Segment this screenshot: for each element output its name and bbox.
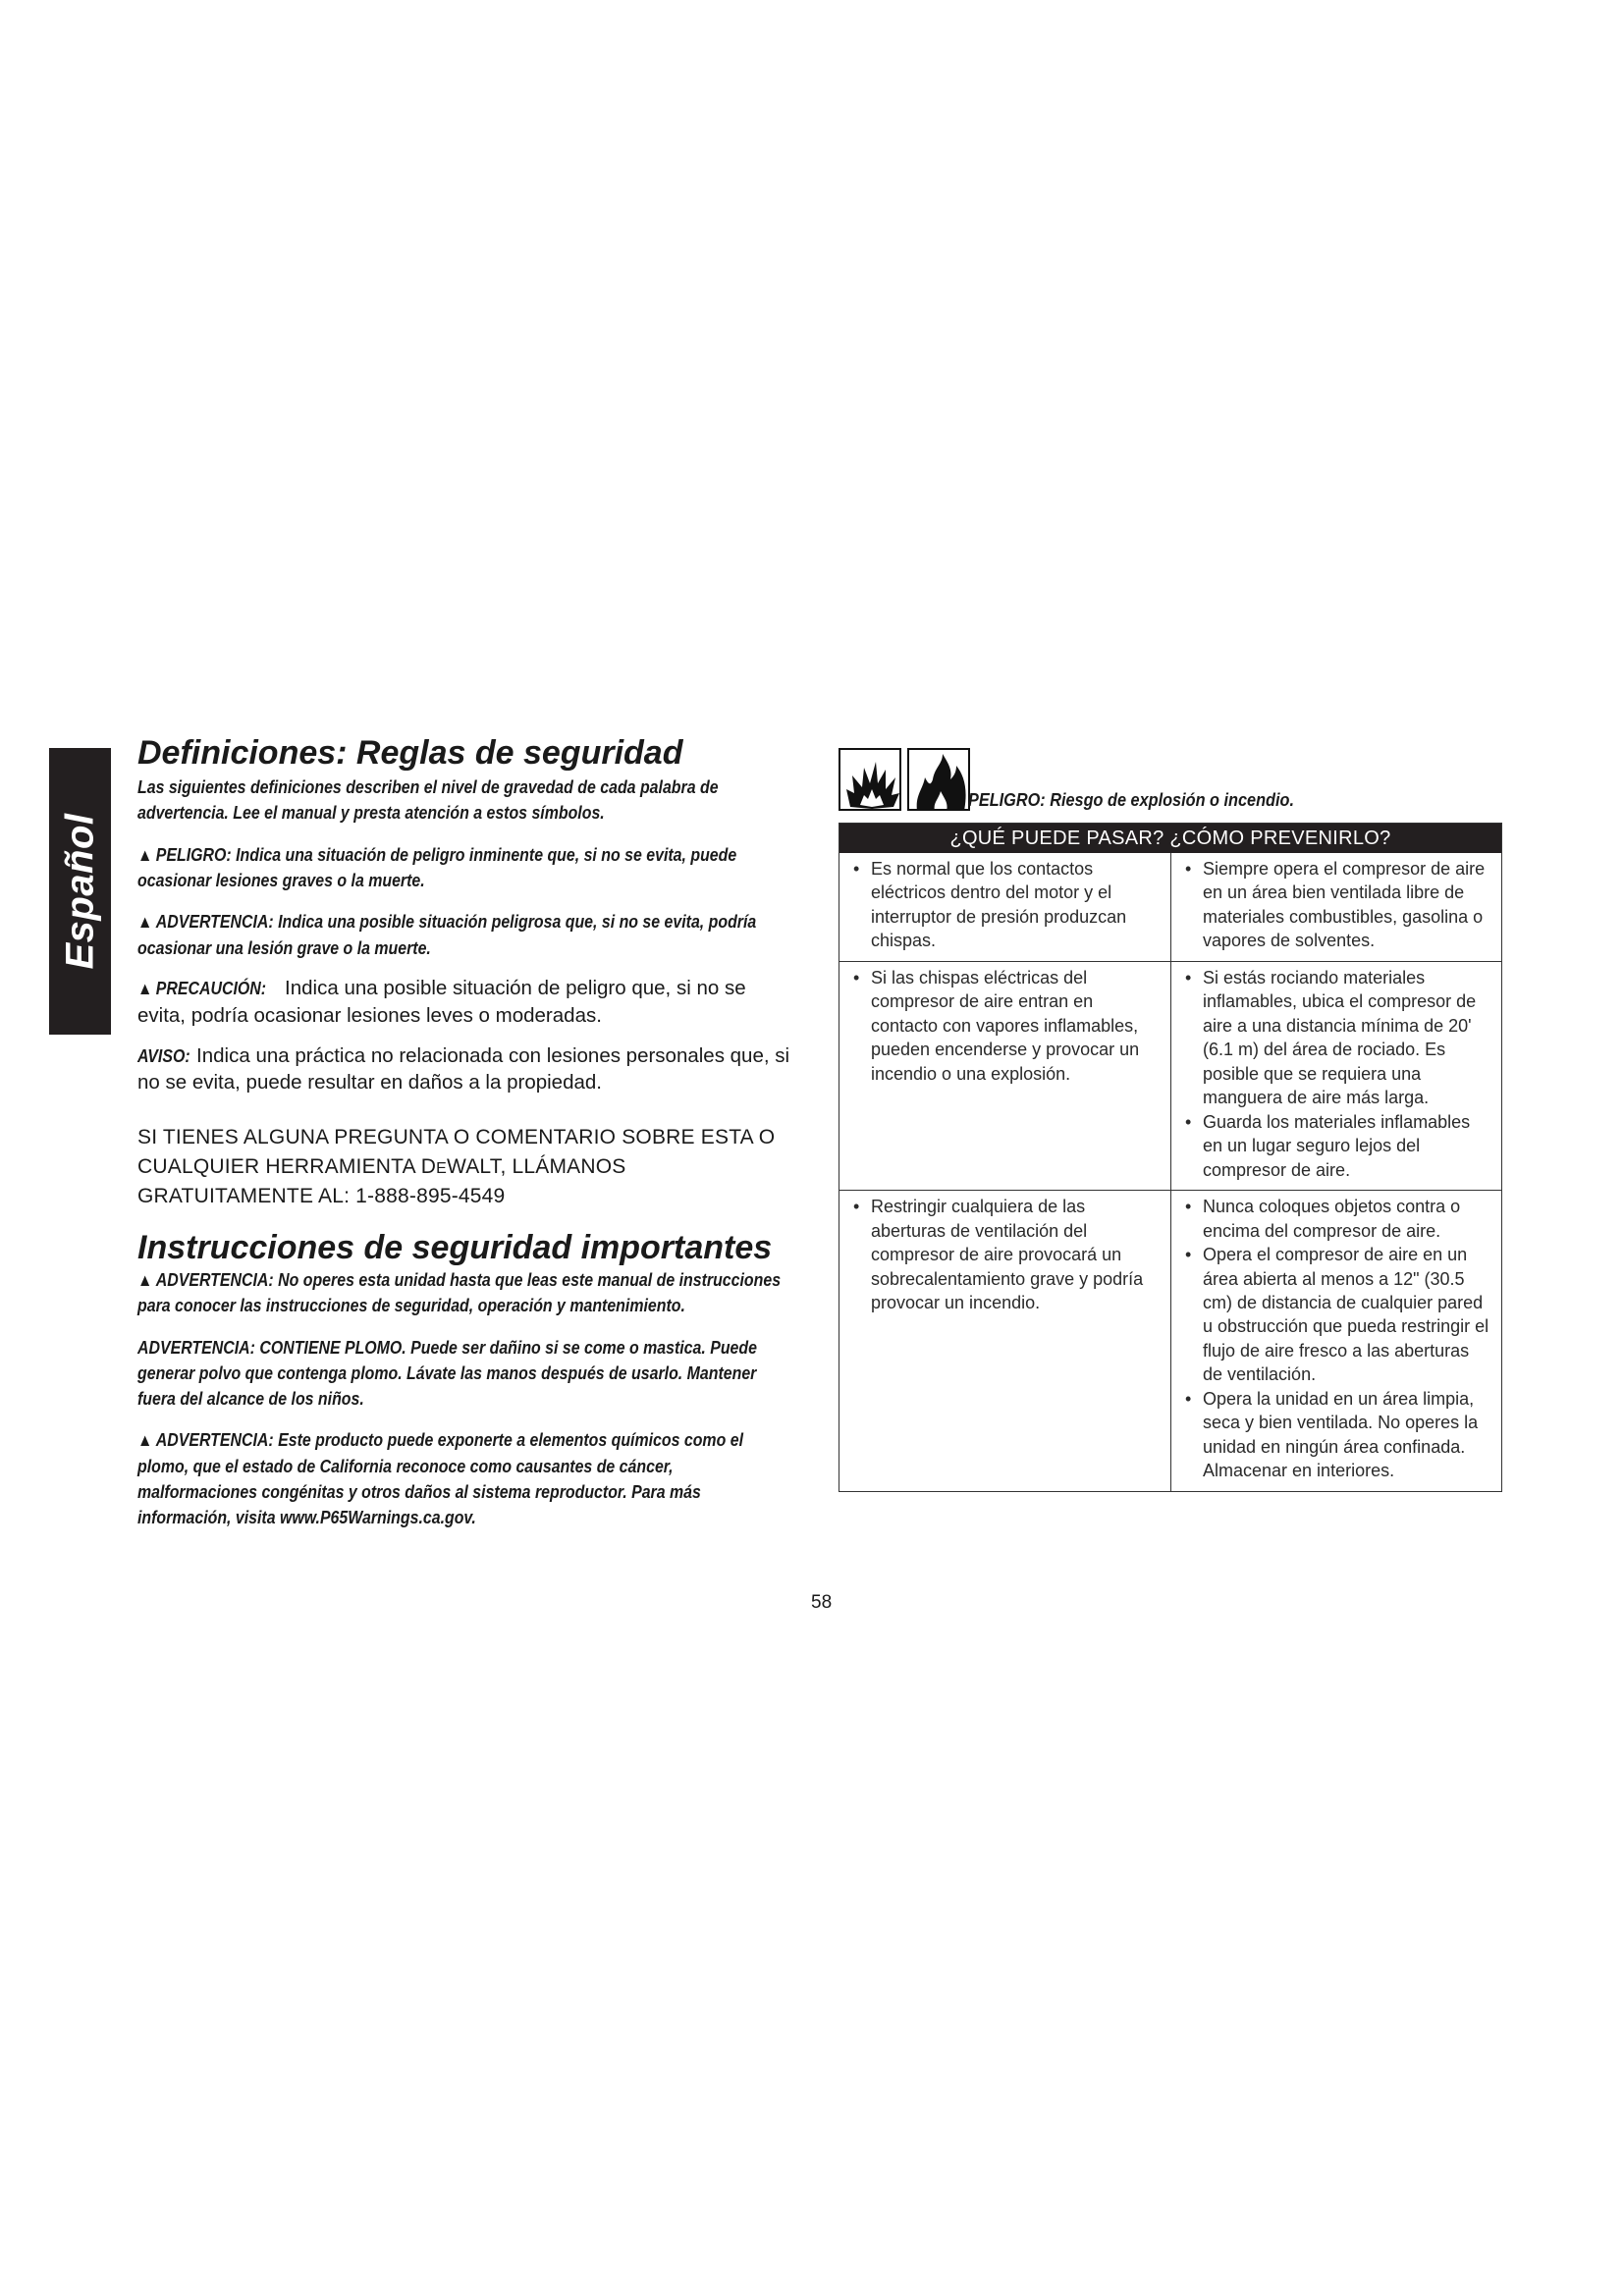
table-row	[839, 853, 1501, 961]
peligro-definition: ▲ PELIGRO: Indica una situación de peligro inminente que, si no se evita, puede ocasionar lesiones graves o la muerte.	[137, 843, 737, 891]
warning-prop65: ▲ ADVERTENCIA: Este producto puede exponerte a elementos químicos como el plomo, que el estado de California reconoce como causantes de cáncer, malformaciones congénitas y otros daños al sistema reproductor. Para más información, visita www.P65Warnings.ca.gov.	[137, 1429, 743, 1528]
warning-triangle-icon: ▲	[137, 844, 153, 865]
warning-triangle-icon: ▲	[137, 979, 153, 999]
definitions-intro: Las siguientes definiciones describen el nivel de gravedad de cada palabra de advertencia. Lee el manual y presta atención a estos símbolos.	[137, 776, 719, 824]
warning-triangle-icon: ▲	[137, 1269, 153, 1290]
table-body	[839, 853, 1501, 1491]
list-item: • Restringir cualquiera de las aberturas de ventilación del compresor de aire provocará un sobrecalentamiento grave y podría provocar un incendio.	[849, 1195, 1161, 1314]
language-label: Español	[58, 813, 101, 970]
table-row	[839, 1190, 1501, 1491]
safety-instructions-heading: Instrucciones de seguridad importantes	[137, 1228, 773, 1266]
table-row	[839, 961, 1501, 1190]
what-can-happen-cell	[839, 962, 1170, 1190]
precaucion-definition: ▲ PRECAUCIÓN: Indica una posible situación de peligro que, si no se evita, podría ocasionar lesiones leves o moderadas.	[137, 977, 746, 1027]
hazard-table	[839, 823, 1502, 1492]
definitions-heading: Definiciones: Reglas de seguridad	[137, 734, 683, 772]
table-header: ¿QUÉ PUEDE PASAR? ¿CÓMO PREVENIRLO?	[839, 824, 1501, 853]
warning-read-manual: ▲ ADVERTENCIA: No operes esta unidad hasta que leas este manual de instrucciones para conocer las instrucciones de seguridad, operación y mantenimiento.	[137, 1268, 782, 1316]
list-item: • Opera la unidad en un área limpia, seca y bien ventilada. No operes la unidad en ningún área confinada. Almacenar en interiores.	[1181, 1387, 1491, 1483]
list-item: • Guarda los materiales inflamables en un lugar seguro lejos del compresor de aire.	[1181, 1110, 1491, 1182]
what-can-happen-cell	[839, 853, 1170, 961]
contact-info: SI TIENES ALGUNA PREGUNTA O COMENTARIO SOBRE ESTA O CUALQUIER HERRAMIENTA DEWALT, LLÁMANOS GRATUITAMENTE AL: 1-888-895-4549	[137, 1126, 776, 1207]
aviso-definition: AVISO: Indica una práctica no relacionada con lesiones personales que, si no se evita, puede resultar en daños a la propiedad.	[137, 1043, 790, 1094]
list-item: • Es normal que los contactos eléctricos dentro del motor y el interruptor de presión produzcan chispas.	[849, 857, 1161, 953]
warning-triangle-icon: ▲	[137, 912, 153, 933]
page-number: 58	[811, 1592, 833, 1613]
list-item: • Opera el compresor de aire en un área abierta al menos a 12" (30.5 cm) de distancia de cualquier pared u obstrucción que pueda restringir el flujo de aire fresco a las aberturas de ventilación.	[1181, 1243, 1491, 1387]
list-item: • Si estás rociando materiales inflamables, ubica el compresor de aire a una distancia mínima de 20' (6.1 m) del área de rociado. Es posible que se requiera una manguera de aire más larga.	[1181, 966, 1491, 1110]
how-to-prevent-cell	[1170, 853, 1501, 961]
left-column	[137, 734, 797, 1531]
what-can-happen-cell	[839, 1191, 1170, 1491]
advertencia-definition: ▲ ADVERTENCIA: Indica una posible situación peligrosa que, si no se evita, podría ocasionar una lesión grave o la muerte.	[137, 911, 757, 958]
warning-lead: ADVERTENCIA: CONTIENE PLOMO. Puede ser dañino si se come o mastica. Puede generar polvo que contenga plomo. Lávate las manos después de usarlo. Mantener fuera del alcance de los niños.	[137, 1336, 757, 1410]
list-item: • Siempre opera el compresor de aire en un área bien ventilada libre de materiales combustibles, gasolina o vapores de solventes.	[1181, 857, 1491, 953]
list-item: • Nunca coloques objetos contra o encima del compresor de aire.	[1181, 1195, 1491, 1243]
how-to-prevent-cell	[1170, 1191, 1501, 1491]
fire-icon	[907, 748, 970, 811]
danger-heading: PELIGRO: Riesgo de explosión o incendio.	[968, 789, 1294, 810]
explosion-icon	[839, 748, 901, 811]
language-side-tab	[49, 748, 111, 1035]
how-to-prevent-cell	[1170, 962, 1501, 1190]
list-item: • Si las chispas eléctricas del compresor de aire entran en contacto con vapores inflamables, pueden encenderse y provocar un incendio o una explosión.	[849, 966, 1161, 1086]
warning-triangle-icon: ▲	[137, 1430, 153, 1451]
